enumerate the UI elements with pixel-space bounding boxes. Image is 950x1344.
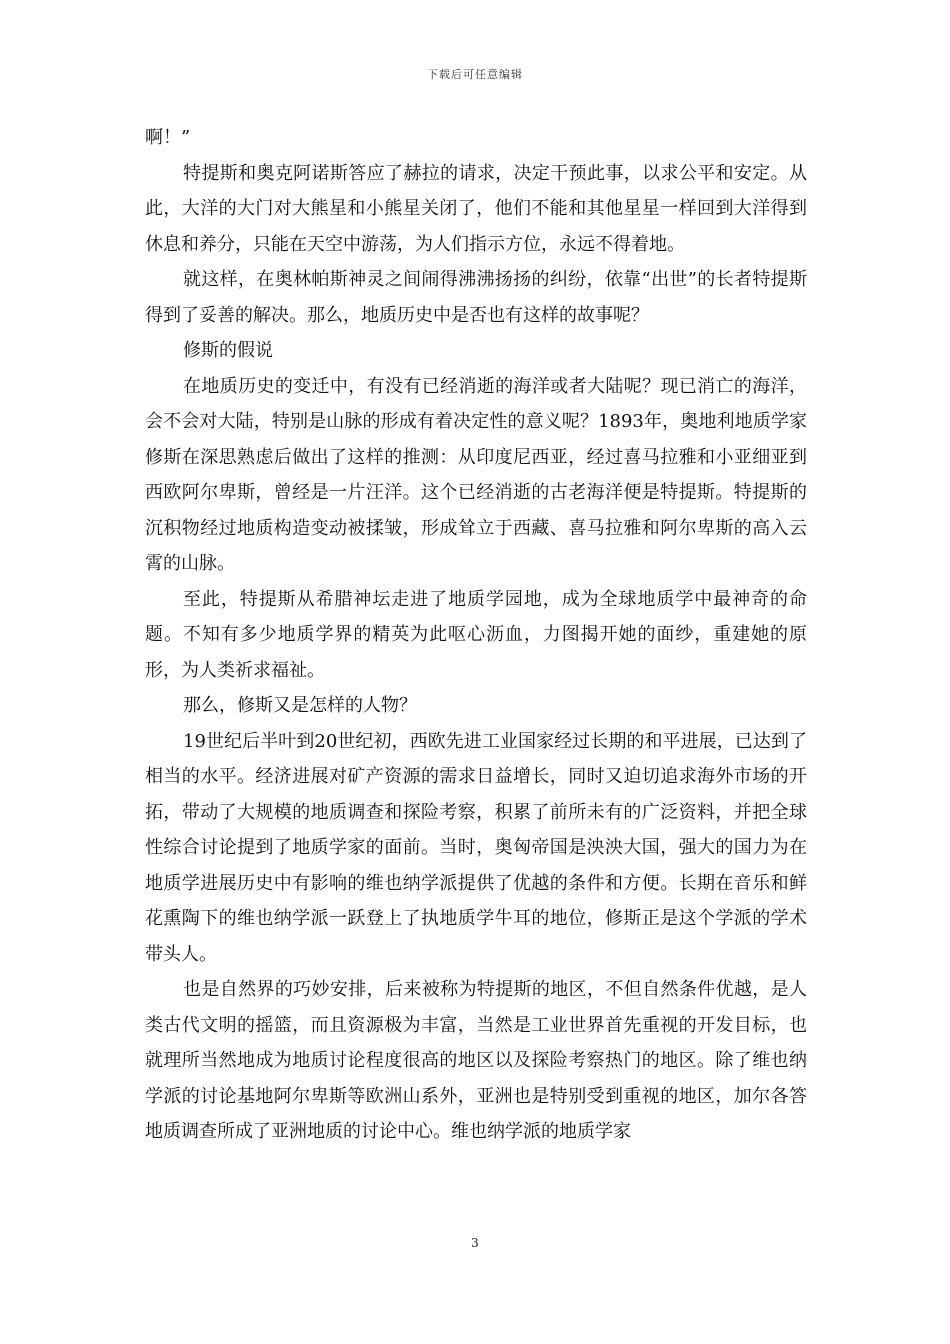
page-number: 3 (471, 1236, 479, 1250)
paragraph-1: 啊！” (145, 127, 191, 148)
page-header: 下载后可任意编辑 (427, 68, 523, 81)
paragraph-5: 至此，特提斯从希腊神坛走进了地质学园地，成为全球地质学中最神奇的命题。不知有多少地质学界的精英为此呕心沥血，力图揭开她的面纱，重建她的原形，为人类祈求福祉。 (145, 588, 807, 681)
paragraph-8: 也是自然界的巧妙安排，后来被称为特提斯的地区，不但自然条件优越，是人类古代文明的摇篮，而且资源极为丰富，当然是工业世界首先重视的开发目标，也就理所当然地成为地质讨论程度很高的地区以及探险考察热门的地区。除了维也纳学派的讨论基地阿尔卑斯等欧洲山系外，亚洲也是特别受到重视的地区，加尔各答地质调查所成了亚洲地质的讨论中心。维也纳学派的地质学家 (145, 979, 807, 1142)
paragraph-6: 那么，修斯又是怎样的人物？ (183, 695, 417, 716)
paragraph-2: 特提斯和奥克阿诺斯答应了赫拉的请求，决定干预此事，以求公平和安定。从此，大洋的大门对大熊星和小熊星关闭了，他们不能和其他星星一样回到大洋得到休息和养分，只能在天空中游荡，为人们指示方位，永远不得着地。 (145, 162, 807, 255)
paragraph-4: 在地质历史的变迁中，有没有已经消逝的海洋或者大陆呢？现已消亡的海洋，会不会对大陆，特别是山脉的形成有着决定性的意义呢？1893年，奥地利地质学家修斯在深思熟虑后做出了这样的推测：从印度尼西亚，经过喜马拉雅和小亚细亚到西欧阿尔卑斯，曾经是一片汪洋。这个已经消逝的古老海洋便是特提斯。特提斯的沉积物经过地质构造变动被揉皱，形成耸立于西藏、喜马拉雅和阿尔卑斯的高入云霄的山脉。 (145, 375, 807, 574)
section-heading: 修斯的假说 (183, 340, 273, 361)
paragraph-3: 就这样，在奥林帕斯神灵之间闹得沸沸扬扬的纠纷，依靠“出世”的长者特提斯得到了妥善的解决。那么，地质历史中是否也有这样的故事呢？ (145, 269, 807, 326)
paragraph-7: 19世纪后半叶到20世纪初，西欧先进工业国家经过长期的和平进展，已达到了相当的水平。经济进展对矿产资源的需求日益增长，同时又迫切追求海外市场的开拓，带动了大规模的地质调查和探险考察，积累了前所未有的广泛资料，并把全球性综合讨论提到了地质学家的面前。当时，奥匈帝国是泱泱大国，强大的国力为在地质学进展历史中有影响的维也纳学派提供了优越的条件和方便。长期在音乐和鲜花熏陶下的维也纳学派一跃登上了执地质学牛耳的地位，修斯正是这个学派的学术带头人。 (145, 730, 807, 965)
body-text (145, 120, 807, 1150)
